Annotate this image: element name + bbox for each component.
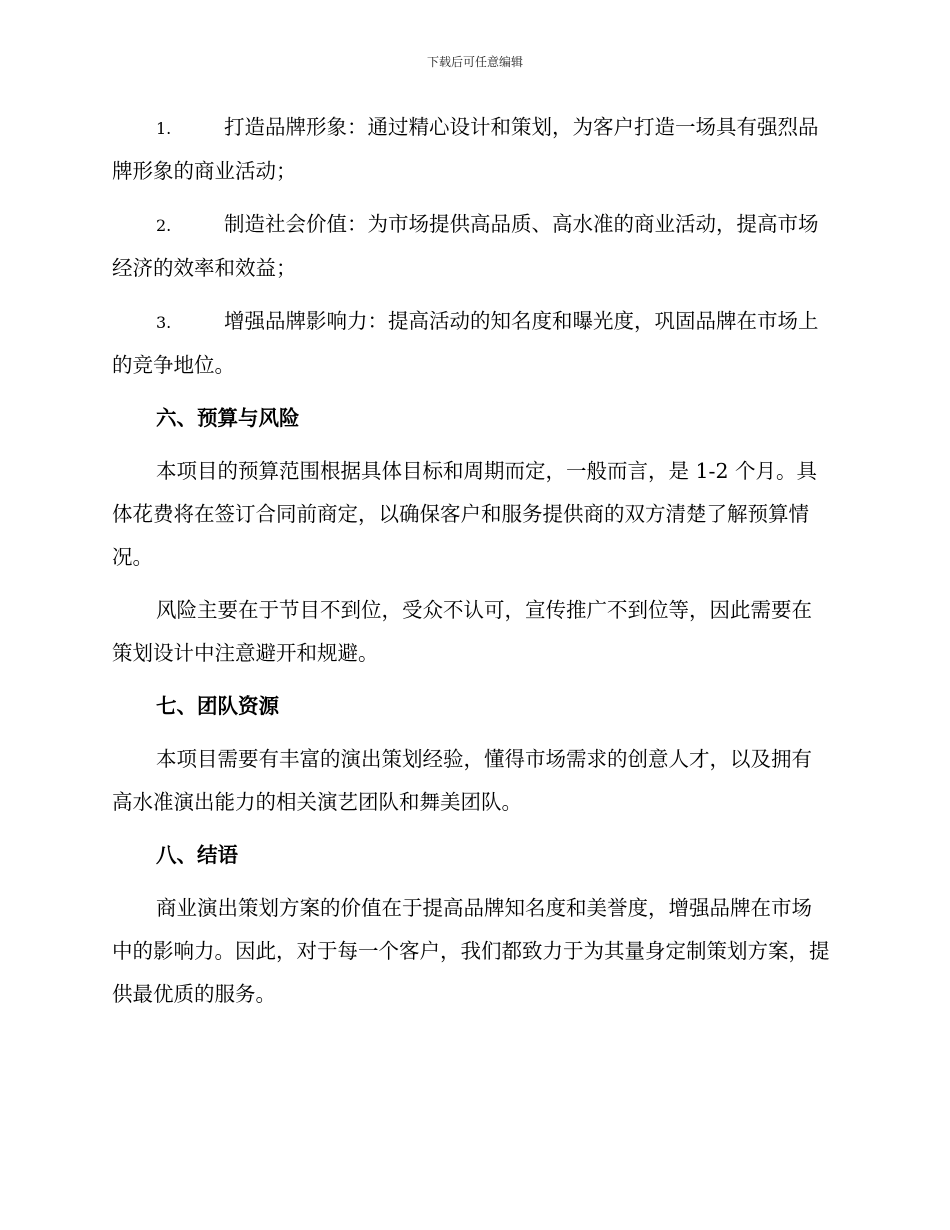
list-item-text: 增强品牌影响力：提高活动的知名度和曝光度，巩固品牌在市场上的竞争地位。 (112, 309, 819, 377)
document-body (112, 106, 832, 1026)
list-item-number: 1. (156, 119, 172, 138)
list-item (112, 106, 832, 193)
list-item-text: 制造社会价值：为市场提供高品质、高水准的商业活动，提高市场经济的效率和效益； (112, 212, 819, 280)
section-heading-team: 七、团队资源 (156, 694, 279, 718)
risk-paragraph: 风险主要在于节目不到位，受众不认可，宣传推广不到位等，因此需要在策划设计中注意避开和规避。 (112, 598, 812, 665)
budget-paragraph: 本项目的预算范围根据具体目标和周期而定，一般而言，是 1-2 个月。具体花费将在签订合同前商定，以确保客户和服务提供商的双方清楚了解预算情况。 (112, 459, 818, 569)
section-heading-budget: 六、预算与风险 (156, 406, 300, 430)
conclusion-paragraph: 商业演出策划方案的价值在于提高品牌知名度和美誉度，增强品牌在市场中的影响力。因此，对于每一个客户，我们都致力于为其量身定制策划方案，提供最优质的服务。 (112, 896, 830, 1006)
section-heading-conclusion: 八、结语 (156, 843, 238, 867)
list-item-text: 打造品牌形象：通过精心设计和策划，为客户打造一场具有强烈品牌形象的商业活动； (112, 115, 819, 183)
page-header: 下载后可任意编辑 (426, 55, 523, 69)
list-item (112, 300, 832, 387)
team-paragraph: 本项目需要有丰富的演出策划经验，懂得市场需求的创意人才，以及拥有高水准演出能力的相关演艺团队和舞美团队。 (112, 747, 812, 814)
list-item (112, 203, 832, 290)
list-item-number: 2. (156, 216, 172, 235)
list-item-number: 3. (156, 313, 172, 332)
